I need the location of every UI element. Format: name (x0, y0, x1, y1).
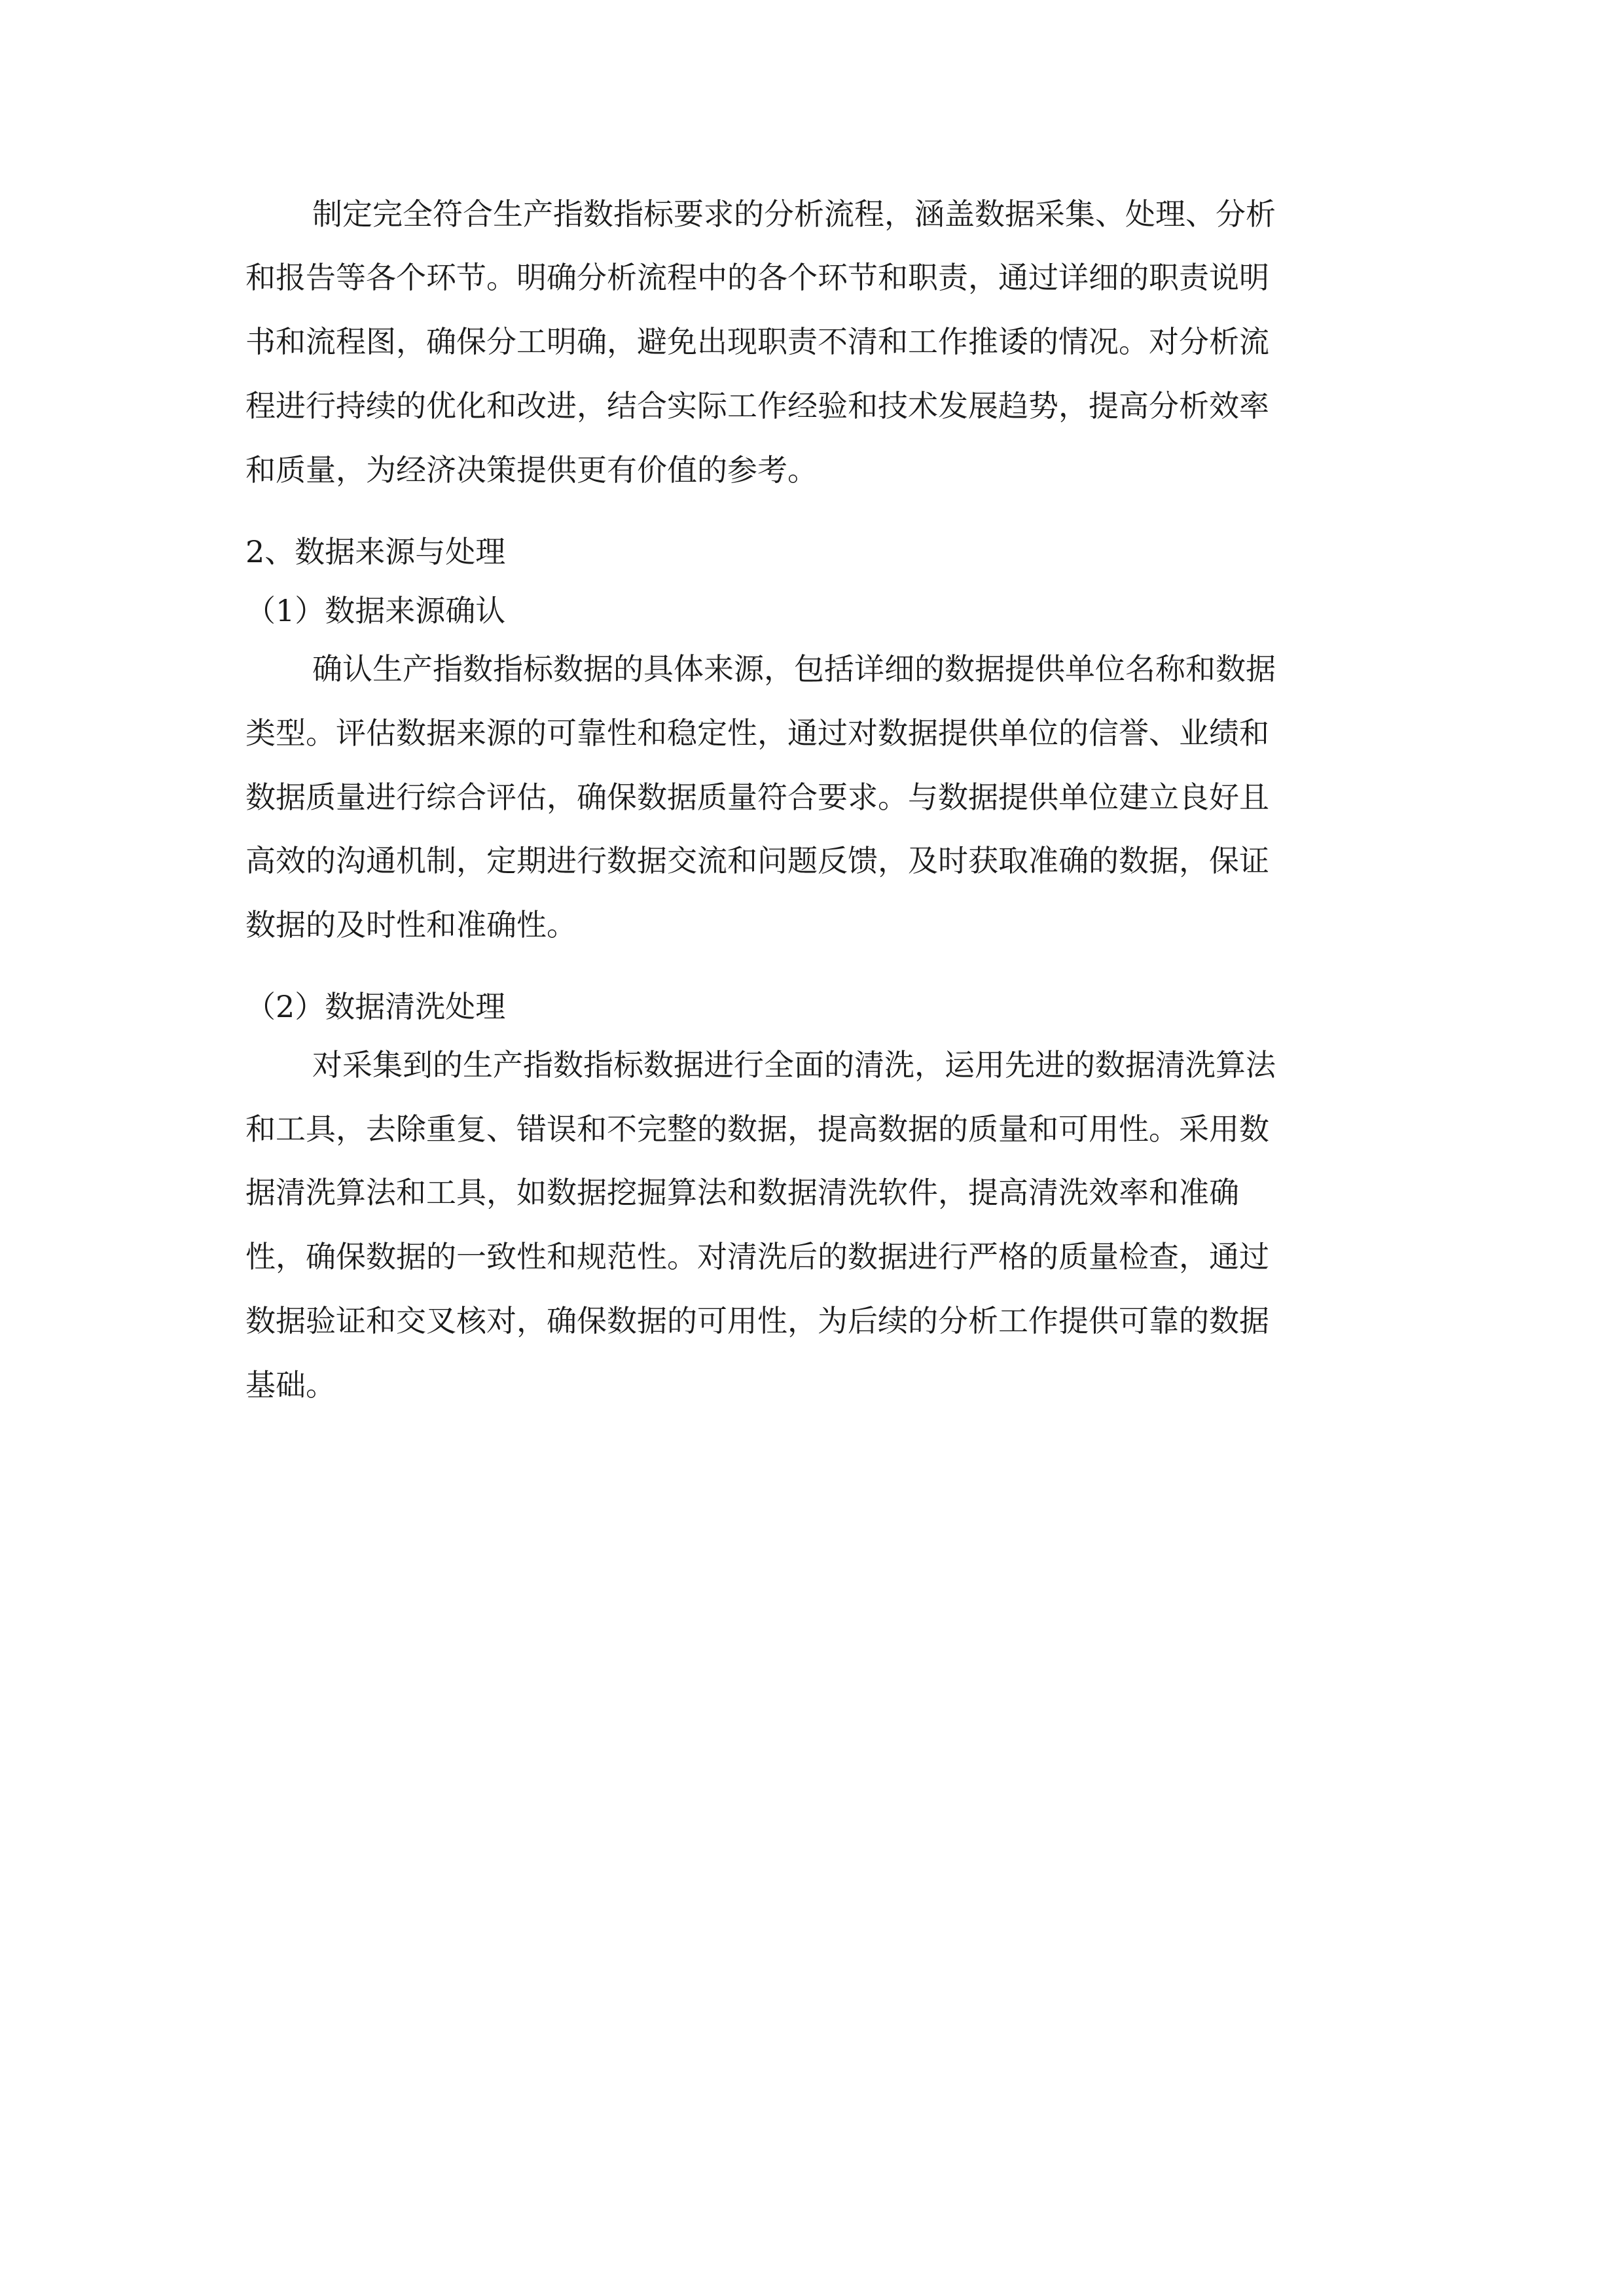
text-line: 数据验证和交叉核对，确保数据的可用性，为后续的分析工作提供可靠的数据 (245, 1303, 1269, 1338)
text-line: 和工具，去除重复、错误和不完整的数据，提高数据的质量和可用性。采用数 (245, 1111, 1269, 1147)
text-line: 制定完全符合生产指数指标要求的分析流程，涵盖数据采集、处理、分析 (312, 196, 1276, 232)
text-line: 书和流程图，确保分工明确，避免出现职责不清和工作推诿的情况。对分析流 (245, 324, 1269, 359)
text-line: 数据质量进行综合评估，确保数据质量符合要求。与数据提供单位建立良好且 (245, 780, 1269, 815)
text-line: 和质量，为经济决策提供更有价值的参考。 (245, 452, 818, 488)
text-line: 程进行持续的优化和改进，结合实际工作经验和技术发展趋势，提高分析效率 (245, 388, 1269, 423)
text-line: 基础。 (245, 1367, 336, 1403)
text-line: 据清洗算法和工具，如数据挖掘算法和数据清洗软件，提高清洗效率和准确 (245, 1175, 1239, 1210)
text-line: 高效的沟通机制，定期进行数据交流和问题反馈，及时获取准确的数据，保证 (245, 843, 1269, 878)
text-line: 和报告等各个环节。明确分析流程中的各个环节和职责，通过详细的职责说明 (245, 260, 1269, 295)
text-line: 确认生产指数指标数据的具体来源，包括详细的数据提供单位名称和数据 (312, 651, 1276, 687)
text-line: 类型。评估数据来源的可靠性和稳定性，通过对数据提供单位的信誉、业绩和 (245, 715, 1269, 751)
text-line: 数据的及时性和准确性。 (245, 907, 577, 942)
subsection-heading: （2）数据清洗处理 (245, 989, 506, 1024)
subsection-heading: （1）数据来源确认 (245, 593, 506, 628)
text-line: 对采集到的生产指数指标数据进行全面的清洗，运用先进的数据清洗算法 (312, 1047, 1276, 1083)
text-line: 性，确保数据的一致性和规范性。对清洗后的数据进行严格的质量检查，通过 (245, 1239, 1269, 1274)
section-heading: 2、数据来源与处理 (245, 534, 506, 569)
